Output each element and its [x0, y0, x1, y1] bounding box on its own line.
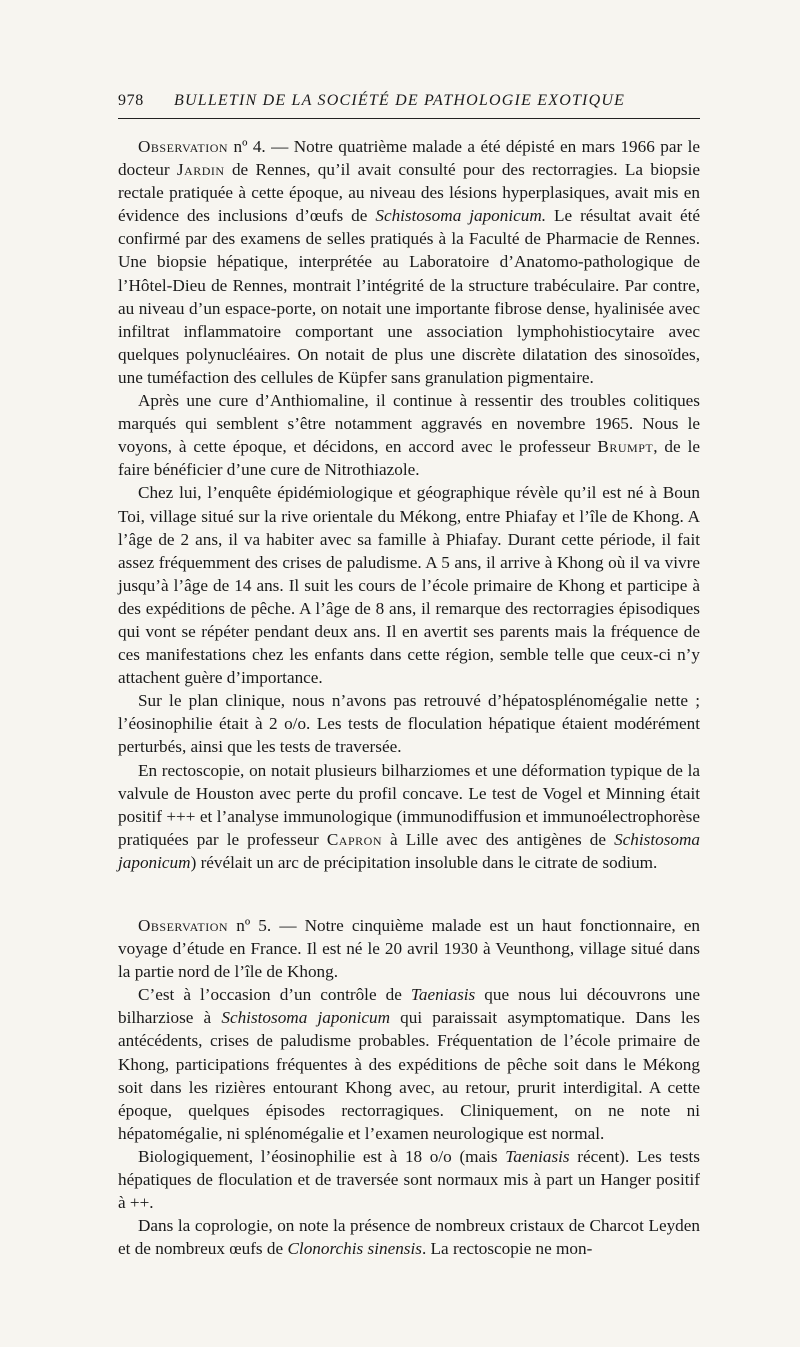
- small-caps-text: Observation: [138, 916, 229, 935]
- text-run: Chez lui, l’enquête épidémiologique et géographique révèle qu’il est né à Boun Toi, village situé sur la rive orientale du Mékong, entre Phiafay et l’île de Khong. A l’âge de 2 ans, il va habiter avec sa famille à Phiafay. Durant cette période, il fait assez fréquemment des crises de paludisme. A 5 ans, il arrive à Khong où il va vivre jusqu’à l’âge de 14 ans. Il suit les cours de l’école primaire de Khong et participe à des expéditions de pêche. A l’âge de 8 ans, il remarque des rectorragies épisodiques qui vont se répéter pendant deux ans. Il en avertit ses parents mais la fréquence de ces manifestations chez les enfants dans cette région, semble telle que ceux-ci n’y attachent guère d’importance.: [118, 483, 700, 688]
- small-caps-text: Capron: [326, 829, 382, 849]
- italic-text: Schistosoma japonicum: [118, 829, 700, 872]
- text-run: nº 5. — Notre cinquième malade est un haut fonctionnaire, en voyage d’étude en France. Il est né le 20 avril 1930 à Veunthong, village situé dans la partie nord de l’île de Khong.: [118, 916, 700, 982]
- text-run: Après une cure d’Anthiomaline, il continue à ressentir des troubles colitiques marqués qui semblent s’être notamment aggravés en novembre 1965. Nous le voyons, à cette époque, et décidons, en accord avec le professeur: [118, 391, 700, 457]
- paragraph: [118, 914, 700, 983]
- italic-text: Clonorchis sinensis: [287, 1239, 422, 1259]
- text-run: à Lille avec des antigènes de: [381, 829, 615, 849]
- text-run: En rectoscopie, on notait plusieurs bilharziomes et une déformation typique de la valvule de Houston avec perte du profil concave. Le test de Vogel et Minning était positif +++ et l’analyse immunologique (immunodiffusion et immunoélectrophorèse pratiquées par le professeur: [118, 760, 700, 849]
- paragraph: [118, 1145, 700, 1214]
- text-run: C’est à l’occasion d’un contrôle de: [138, 985, 411, 1005]
- observation-section: [118, 135, 700, 874]
- paragraph: [118, 389, 700, 481]
- article-body: [118, 135, 700, 1260]
- text-run: Le résultat avait été confirmé par des examens de selles pratiqués à la Faculté de Pharmacie de Rennes. Une biopsie hépatique, interprétée au Laboratoire d’Anatomo-pathologique de l’Hôtel-Dieu de Rennes, montrait l’intégrité de la structure trabéculaire. Par contre, au niveau d’un espace-porte, on notait une importante fibrose dense, hyalinisée avec infiltrat inflammatoire comportant une association lymphohistiocytaire avec quelques polynucléaires. On notait de plus une discrète dilatation des sinosoïdes, une tuméfaction des cellules de Küpfer sans granulation pigmentaire.: [118, 206, 700, 387]
- text-run: . La rectoscopie ne mon-: [421, 1239, 593, 1259]
- small-caps-text: Jardin: [176, 160, 225, 180]
- italic-text: Schistosoma japonicum: [221, 1008, 391, 1028]
- italic-text: Taeniasis: [505, 1146, 570, 1166]
- text-run: Dans la coprologie, on note la présence de nombreux cristaux de Charcot Leyden et de nombreux œufs de: [118, 1216, 700, 1259]
- observation-section: [118, 914, 700, 1260]
- text-run: nº 4. — Notre quatrième malade a été dépisté en mars 1966 par le docteur: [118, 137, 700, 180]
- paragraph: [118, 135, 700, 389]
- text-run: que nous lui découvrons une bilharziose à: [118, 985, 700, 1028]
- journal-title: BULLETIN DE LA SOCIÉTÉ DE PATHOLOGIE EXOTIQUE: [174, 92, 626, 109]
- paragraph: [118, 481, 700, 689]
- text-run: de Rennes, qu’il avait consulté pour des rectorragies. La biopsie rectale pratiquée à cette époque, au niveau des lésions hyperplasiques, avait mis en évidence des inclusions d’œufs de: [118, 160, 701, 226]
- text-run: , de le faire bénéficier d’une cure de Nitrothiazole.: [118, 437, 700, 480]
- small-caps-text: Observation: [138, 137, 229, 156]
- italic-text: Schistosoma japonicum.: [375, 206, 547, 226]
- paragraph: [118, 759, 700, 874]
- text-run: récent). Les tests hépatiques de floculation et de traversée sont normaux mis à part un Hanger positif à ++.: [118, 1146, 700, 1213]
- text-run: Sur le plan clinique, nous n’avons pas retrouvé d’hépatosplénomégalie nette ; l’éosinophilie était à 2 o/o. Les tests de floculation hépatique étaient modérément perturbés, ainsi que les tests de traversée.: [118, 691, 700, 757]
- paragraph: [118, 689, 700, 758]
- small-caps-text: Brumpt: [597, 437, 654, 457]
- paragraph: [118, 983, 700, 1145]
- page-number: 978: [118, 92, 144, 109]
- paragraph: [118, 1214, 700, 1260]
- italic-text: Taeniasis: [410, 985, 476, 1005]
- running-head: [118, 92, 700, 119]
- text-run: qui paraissait asymptomatique. Dans les antécédents, crises de paludisme probables. Fréquentation de l’école primaire de Khong, participations fréquentes à des expéditions de pêche soit dans le Mékong soit dans les rizières entourant Khong avec, au retour, prurit interdigital. A cette époque, quelques épisodes rectorragiques. Cliniquement, on ne note ni hépatomégalie, ni splénomégalie et l’examen neurologique est normal.: [118, 1008, 700, 1143]
- text-run: ) révélait un arc de précipitation insoluble dans le citrate de sodium.: [190, 852, 658, 872]
- text-run: Biologiquement, l’éosinophilie est à 18 o/o (mais: [138, 1146, 506, 1166]
